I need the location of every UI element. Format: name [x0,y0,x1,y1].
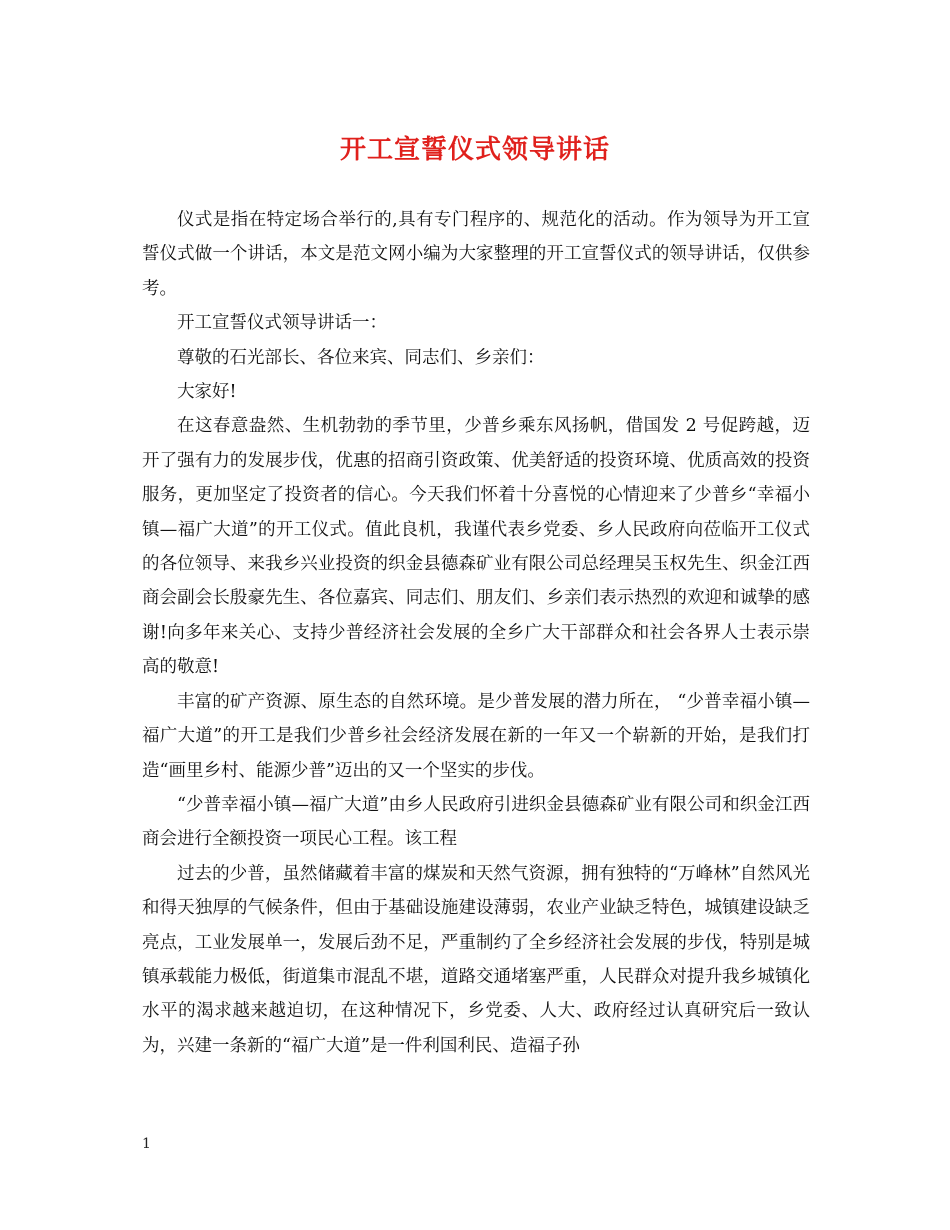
page-number: 1 [142,1136,151,1152]
paragraph-salutation: 尊敬的石光部长、各位来宾、同志们、乡亲们： [177,347,545,368]
paragraph-greeting: 大家好! [177,382,237,403]
document-title: 开工宣誓仪式领导讲话 [339,135,610,165]
document-body [142,203,810,1063]
paragraph-welcome: 在这春意盎然、生机勃勃的季节里，少普乡乘东风扬帆，借国发 2 号促跨越，迈开了强有力的发展步伐，优惠的招商引资政策、优美舒适的投资环境、优质高效的投资服务，更加坚定了投资者的信心。今天我们怀着十分喜悦的心情迎来了少普乡“幸福小镇—福广大道”的开工仪式。值此良机，我谨代表乡党委、乡人民政府向莅临开工仪式的各位领导、来我乡兴业投资的织金县德森矿业有限公司总经理吴玉权先生、织金江西商会副会长殷豪先生、各位嘉宾、同志们、朋友们、乡亲们表示热烈的欢迎和诚挚的感谢!向多年来关心、支持少普经济社会发展的全乡广大干部群众和社会各界人士表示崇高的敬意! [142,416,810,678]
paragraph-intro: 仪式是指在特定场合举行的,具有专门程序的、规范化的活动。作为领导为开工宣誓仪式做一个讲话，本文是范文网小编为大家整理的开工宣誓仪式的领导讲话，仅供参考。 [142,210,810,299]
paragraph-project: “少普幸福小镇—福广大道”由乡人民政府引进织金县德森矿业有限公司和织金江西商会进行全额投资一项民心工程。该工程 [142,794,810,850]
paragraph-resources: 丰富的矿产资源、原生态的自然环境。是少普发展的潜力所在， “少普幸福小镇—福广大道”的开工是我们少普乡社会经济发展在新的一年又一个崭新的开始，是我们打造“画里乡村、能源少普”迈出的又一个坚实的步伐。 [142,691,810,781]
paragraph-speech-heading: 开工宣誓仪式领导讲话一： [177,313,387,334]
paragraph-history: 过去的少普，虽然储藏着丰富的煤炭和天然气资源，拥有独特的“万峰林”自然风光和得天独厚的气候条件，但由于基础设施建设薄弱，农业产业缺乏特色，城镇建设缺乏亮点，工业发展单一，发展后劲不足，严重制约了全乡经济社会发展的步伐，特别是城镇承载能力极低，街道集市混乱不堪，道路交通堵塞严重，人民群众对提升我乡城镇化水平的渴求越来越迫切，在这种情况下，乡党委、人大、政府经过认真研究后一致认为，兴建一条新的“福广大道”是一件利国利民、造福子孙 [142,863,810,1056]
